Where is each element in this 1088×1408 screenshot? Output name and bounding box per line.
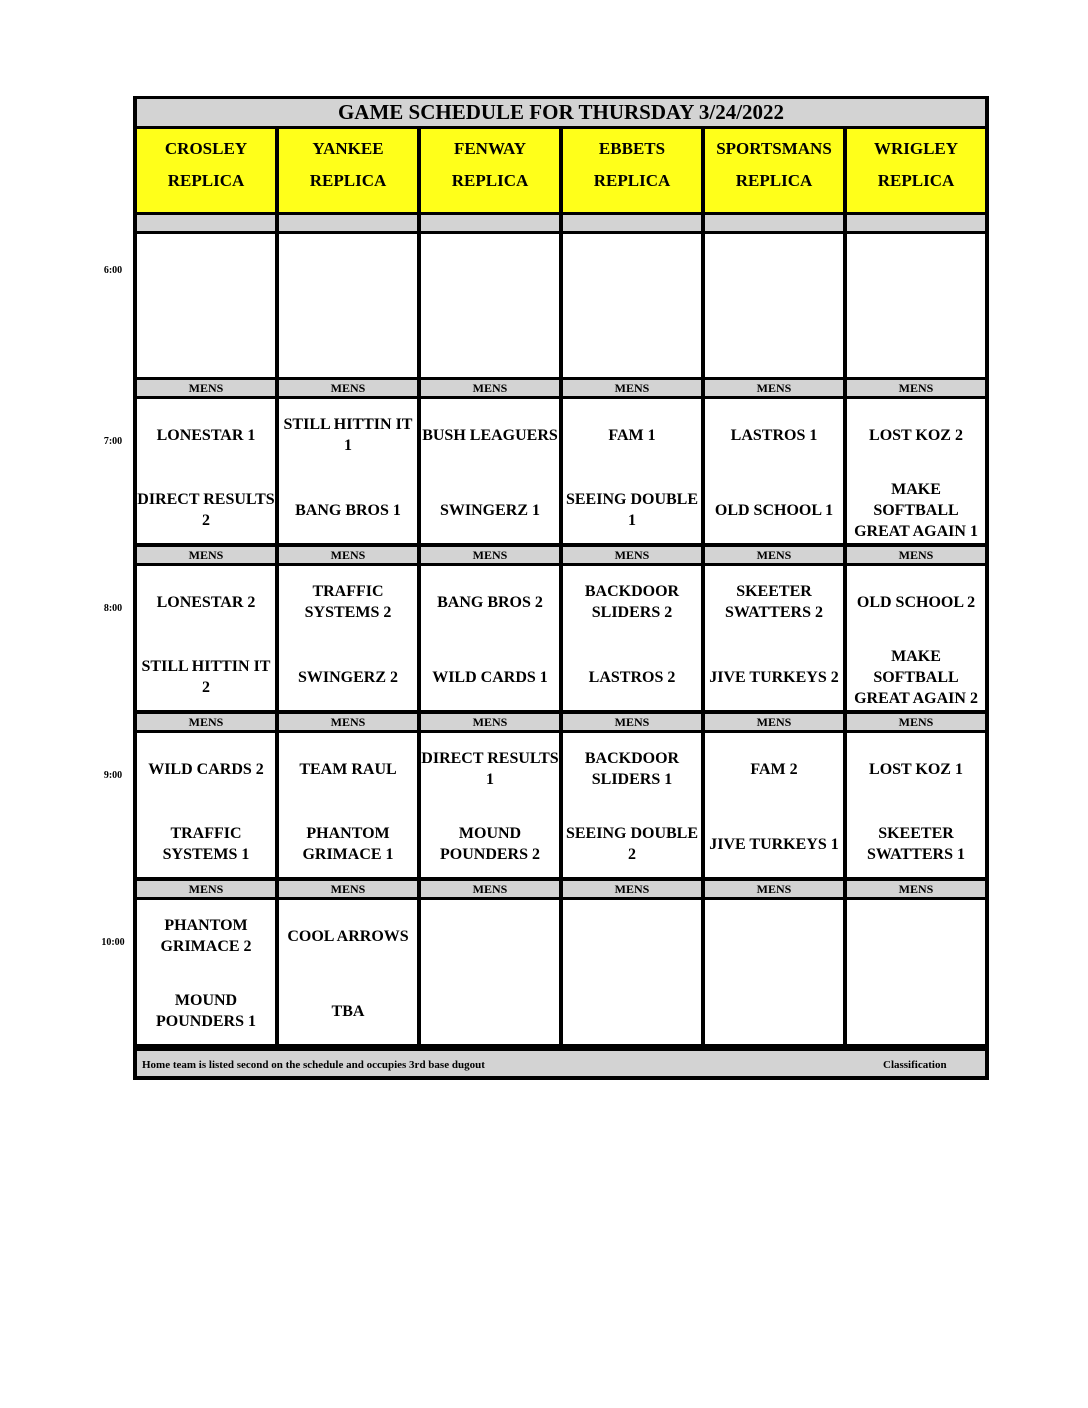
away-team: COOL ARROWS: [287, 927, 409, 945]
classification-band: MENS: [421, 380, 559, 396]
game-slot-empty: [421, 234, 559, 377]
field-type: REPLICA: [593, 171, 671, 190]
home-team: TRAFFIC SYSTEMS 1: [162, 825, 250, 863]
home-team: LASTROS 2: [588, 668, 676, 686]
spacer-band: [847, 215, 985, 231]
away-team: FAM 1: [608, 426, 656, 444]
game-slot: [279, 566, 417, 710]
home-team: SEEING DOUBLE 2: [565, 825, 699, 863]
home-team: SWINGERZ 2: [297, 668, 399, 686]
away-team: LOST KOZ 1: [869, 760, 963, 778]
game-slot: [279, 900, 417, 1044]
classification-band: MENS: [705, 714, 843, 730]
time-label: 6:00: [103, 265, 123, 276]
game-slot: [563, 900, 701, 1044]
field-header-ebbets: [563, 129, 701, 212]
away-team: PHANTOM GRIMACE 2: [160, 917, 252, 955]
classification-band: MENS: [563, 547, 701, 563]
away-team: BANG BROS 2: [437, 593, 543, 611]
game-slot: [137, 900, 275, 1044]
classification-band: MENS: [421, 881, 559, 897]
away-team: [847, 906, 985, 966]
away-team: WILD CARDS 2: [148, 760, 264, 778]
home-team: MOUND POUNDERS 1: [155, 992, 256, 1030]
field-type: REPLICA: [877, 171, 955, 190]
classification-band: MENS: [563, 714, 701, 730]
home-team: [563, 978, 701, 1044]
classification-band: MENS: [137, 714, 275, 730]
time-label: 8:00: [103, 603, 123, 614]
home-team: SKEETER SWATTERS 1: [867, 825, 965, 863]
home-team: [705, 978, 843, 1044]
game-slot: [563, 733, 701, 877]
classification-band: MENS: [279, 881, 417, 897]
field-name: WRIGLEY: [873, 139, 959, 158]
home-team: [421, 978, 559, 1044]
away-team: DIRECT RESULTS 1: [421, 750, 559, 788]
field-type: REPLICA: [735, 171, 813, 190]
home-team-note: Home team is listed second on the schedule and occupies 3rd base dugout: [142, 1059, 485, 1071]
classification-band: MENS: [705, 881, 843, 897]
game-slot-empty: [847, 234, 985, 377]
schedule-title: [137, 99, 985, 126]
home-team: PHANTOM GRIMACE 1: [302, 825, 394, 863]
classification-band: MENS: [563, 881, 701, 897]
classification-band: MENS: [705, 380, 843, 396]
home-team: SEEING DOUBLE 1: [565, 491, 699, 529]
home-team: [847, 978, 985, 1044]
field-header-yankee: [279, 129, 417, 212]
classification-band: MENS: [137, 547, 275, 563]
classification-band: MENS: [705, 547, 843, 563]
home-team: MAKE SOFTBALL GREAT AGAIN 2: [854, 647, 978, 707]
game-slot-empty: [137, 234, 275, 377]
away-team: LONESTAR 1: [156, 426, 256, 444]
game-slot: [847, 566, 985, 710]
schedule-title-text: GAME SCHEDULE FOR THURSDAY 3/24/2022: [337, 100, 785, 124]
game-slot: [421, 900, 559, 1044]
field-header-fenway: [421, 129, 559, 212]
game-slot: [705, 900, 843, 1044]
game-slot: [137, 566, 275, 710]
time-label: 7:00: [103, 436, 123, 447]
field-name: SPORTSMANS: [716, 139, 832, 158]
away-team: [421, 906, 559, 966]
game-slot: [421, 566, 559, 710]
home-team: SWINGERZ 1: [439, 501, 541, 519]
away-team: TEAM RAUL: [299, 760, 397, 778]
spacer-band: [421, 215, 559, 231]
away-team: BUSH LEAGUERS: [422, 426, 558, 444]
game-slot: [847, 399, 985, 543]
classification-band: MENS: [421, 714, 559, 730]
field-name: EBBETS: [598, 139, 666, 158]
away-team: OLD SCHOOL 2: [856, 593, 976, 611]
spacer-band: [563, 215, 701, 231]
classification-band: MENS: [279, 547, 417, 563]
home-team: WILD CARDS 1: [432, 668, 548, 686]
classification-band: MENS: [279, 714, 417, 730]
home-team: JIVE TURKEYS 1: [709, 835, 839, 853]
away-team: BACKDOOR SLIDERS 2: [584, 583, 680, 621]
game-slot: [421, 399, 559, 543]
spacer-band: [279, 215, 417, 231]
time-label: 9:00: [103, 770, 123, 781]
classification-band: MENS: [847, 380, 985, 396]
home-team: MAKE SOFTBALL GREAT AGAIN 1: [854, 480, 978, 540]
game-slot: [563, 399, 701, 543]
game-slot: [137, 733, 275, 877]
classification-band: MENS: [279, 380, 417, 396]
game-slot: [705, 733, 843, 877]
away-team: BACKDOOR SLIDERS 1: [584, 750, 680, 788]
away-team: SKEETER SWATTERS 2: [725, 583, 823, 621]
schedule-table: [133, 96, 989, 1080]
home-team: OLD SCHOOL 1: [714, 501, 834, 519]
field-type: REPLICA: [167, 171, 245, 190]
classification-band: MENS: [847, 714, 985, 730]
game-slot-empty: [705, 234, 843, 377]
game-slot: [137, 399, 275, 543]
away-team: FAM 2: [750, 760, 798, 778]
game-slot: [563, 566, 701, 710]
away-team: LASTROS 1: [730, 426, 818, 444]
away-team: LOST KOZ 2: [869, 426, 963, 444]
game-slot: [279, 733, 417, 877]
home-team: TBA: [331, 1002, 365, 1020]
game-slot: [847, 733, 985, 877]
field-header-wrigley: [847, 129, 985, 212]
away-team: STILL HITTIN IT 1: [283, 416, 413, 454]
game-slot: [705, 399, 843, 543]
classification-band: MENS: [137, 881, 275, 897]
field-type: REPLICA: [309, 171, 387, 190]
classification-band: MENS: [847, 547, 985, 563]
field-type: REPLICA: [451, 171, 529, 190]
away-team: [563, 906, 701, 966]
classification-band: MENS: [421, 547, 559, 563]
field-header-sportsmans: [705, 129, 843, 212]
spacer-band: [705, 215, 843, 231]
game-slot: [421, 733, 559, 877]
field-name: FENWAY: [453, 139, 527, 158]
classification-band: MENS: [563, 380, 701, 396]
game-slot-empty: [279, 234, 417, 377]
home-team: BANG BROS 1: [295, 501, 401, 519]
classification-label: Classification: [883, 1059, 947, 1071]
schedule-footer: [137, 1051, 985, 1076]
home-team: MOUND POUNDERS 2: [439, 825, 540, 863]
spacer-band: [137, 215, 275, 231]
away-team: [705, 906, 843, 966]
home-team: JIVE TURKEYS 2: [709, 668, 839, 686]
game-slot: [847, 900, 985, 1044]
field-name: CROSLEY: [164, 139, 248, 158]
field-header-crosley: [137, 129, 275, 212]
time-label: 10:00: [101, 937, 125, 948]
home-team: DIRECT RESULTS 2: [137, 491, 275, 529]
away-team: TRAFFIC SYSTEMS 2: [304, 583, 392, 621]
game-slot: [705, 566, 843, 710]
away-team: LONESTAR 2: [156, 593, 256, 611]
home-team: STILL HITTIN IT 2: [141, 658, 271, 696]
classification-band: MENS: [137, 380, 275, 396]
classification-band: MENS: [847, 881, 985, 897]
game-slot: [279, 399, 417, 543]
game-slot-empty: [563, 234, 701, 377]
field-name: YANKEE: [312, 139, 384, 158]
